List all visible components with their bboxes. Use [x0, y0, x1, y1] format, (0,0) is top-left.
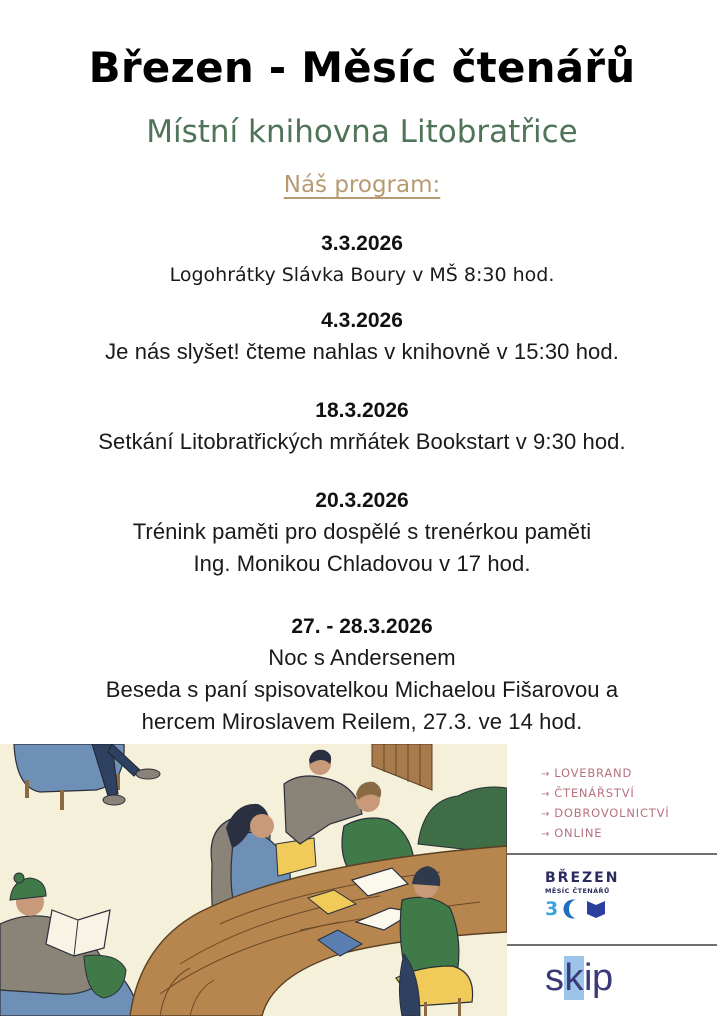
logo-word: BŘEZEN — [545, 870, 620, 886]
arrow-right-icon: → — [541, 809, 551, 820]
divider — [507, 853, 717, 855]
reading-group-illustration — [0, 744, 507, 1016]
moon-icon — [563, 899, 581, 919]
skip-logo: skip — [545, 957, 613, 999]
tag-online: → ONLINE — [541, 826, 603, 840]
program-heading — [0, 168, 724, 202]
event-title: Noc s Andersenem — [268, 645, 456, 670]
program-heading-text: Náš program: — [283, 172, 441, 198]
page-title: Březen - Měsíc čtenářů — [88, 43, 636, 92]
arrow-right-icon: → — [541, 829, 551, 840]
event-description-line-1: Trénink paměti pro dospělé s trenérkou paměti — [132, 519, 592, 544]
event-description: Setkání Litobratřických mrňátek Bookstart v 9:30 hod. — [98, 429, 626, 454]
arrow-right-icon: → — [541, 789, 551, 800]
logo-subtitle: MĚSÍC ČTENÁŘŮ — [545, 887, 610, 895]
logo-icons — [545, 899, 619, 919]
brezen-campaign-logo — [545, 870, 619, 919]
tag-ctenarstvi: → ČTENÁŘSTVÍ — [541, 786, 635, 800]
tag-dobrovolnictvi: → DOBROVOLNICTVÍ — [541, 806, 670, 820]
event-description-line-2: hercem Miroslavem Reilem, 27.3. ve 14 hod. — [141, 709, 583, 734]
event-item — [0, 396, 724, 458]
event-item — [0, 486, 724, 580]
event-date: 20.3.2026 — [315, 489, 409, 512]
event-date: 18.3.2026 — [315, 399, 409, 422]
event-description-line-2: Ing. Monikou Chladovou v 17 hod. — [193, 551, 531, 576]
logo-number: 3 — [545, 898, 559, 920]
event-item — [0, 229, 724, 291]
event-date: 27. - 28.3.2026 — [291, 615, 433, 638]
event-item — [0, 612, 724, 738]
event-description: Logohrátky Slávka Boury v MŠ 8:30 hod. — [169, 264, 555, 286]
library-name: Místní knihovna Litobratřice — [146, 114, 578, 150]
tag-lovebrand: → LOVEBRAND — [541, 766, 633, 780]
side-panel — [507, 744, 724, 1024]
event-description-line-1: Beseda s paní spisovatelkou Michaelou Fišarovou a — [105, 677, 619, 702]
event-date: 4.3.2026 — [321, 309, 403, 332]
arrow-right-icon: → — [541, 769, 551, 780]
campaign-tags — [541, 764, 669, 844]
divider — [507, 944, 717, 946]
event-description: Je nás slyšet! čteme nahlas v knihovně v 15:30 hod. — [105, 339, 619, 364]
event-item — [0, 306, 724, 368]
book-icon — [586, 899, 606, 919]
event-date: 3.3.2026 — [321, 232, 403, 255]
